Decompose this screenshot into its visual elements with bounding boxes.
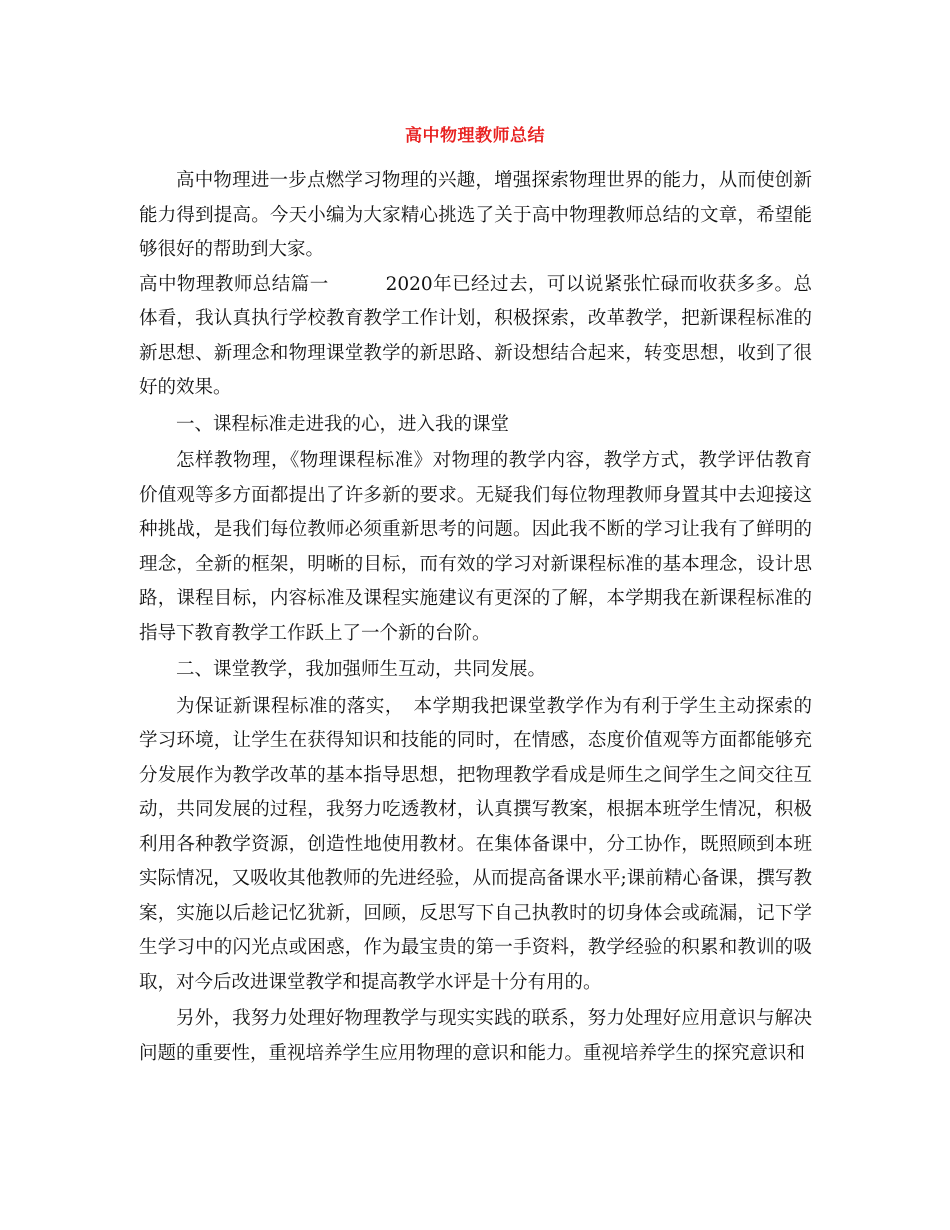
body-paragraph: 另外，我努力处理好物理教学与现实实践的联系，努力处理好应用意识与解决问题的重要性，重视培养学生应用物理的意识和能力。重视培养学生的探究意识和 — [139, 1008, 812, 1064]
subheading-two: 二、课堂教学，我加强师生互动，共同发展。 — [176, 659, 547, 680]
section-one-heading-paragraph: 高中物理教师总结篇一 2020年已经过去，可以说紧张忙碌而收获多多。总体看，我认真执行学校教育教学工作计划，积极探索，改革教学，把新课程标准的新思想、新理念和物理课堂教学的新思路、新设想结合起来，转变思想，收到了很好的效果。 — [139, 273, 812, 398]
body-paragraph: 怎样教物理，《物理课程标准》对物理的教学内容，教学方式，教学评估教育价值观等多方面都提出了许多新的要求。无疑我们每位物理教师身置其中去迎接这种挑战，是我们每位教师必须重新思考的问题。因此我不断的学习让我有了鲜明的理念，全新的框架，明晰的目标，而有效的学习对新课程标准的基本理念，设计思路，课程目标，内容标准及课程实施建议有更深的了解，本学期我在新课程标准的指导下教育教学工作跃上了一个新的台阶。 — [139, 450, 812, 644]
subheading-one: 一、课程标准走进我的心，进入我的课堂 — [176, 413, 510, 435]
document-title: 高中物理教师总结 — [405, 126, 545, 146]
intro-paragraph: 高中物理进一步点燃学习物理的兴趣，增强探索物理世界的能力，从而使创新能力得到提高。今天小编为大家精心挑选了关于高中物理教师总结的文章，希望能够很好的帮助到大家。 — [139, 170, 812, 260]
body-paragraph: 为保证新课程标准的落实， 本学期我把课堂教学作为有利于学生主动探索的学习环境，让学生在获得知识和技能的同时，在情感，态度价值观等方面都能够充分发展作为教学改革的基本指导思想，把物理教学看成是师生之间学生之间交往互动，共同发展的过程，我努力吃透教材，认真撰写教案，根据本班学生情况，积极利用各种教学资源，创造性地使用教材。在集体备课中，分工协作，既照顾到本班实际情况，又吸收其他教师的先进经验，从而提高备课水平;课前精心备课，撰写教案，实施以后趁记忆犹新，回顾，反思写下自己执教时的切身体会或疏漏，记下学生学习中的闪光点或困惑，作为最宝贵的第一手资料，教学经验的积累和教训的吸取，对今后改进课堂教学和提高教学水评是十分有用的。 — [139, 695, 812, 993]
document-body — [139, 164, 812, 1071]
